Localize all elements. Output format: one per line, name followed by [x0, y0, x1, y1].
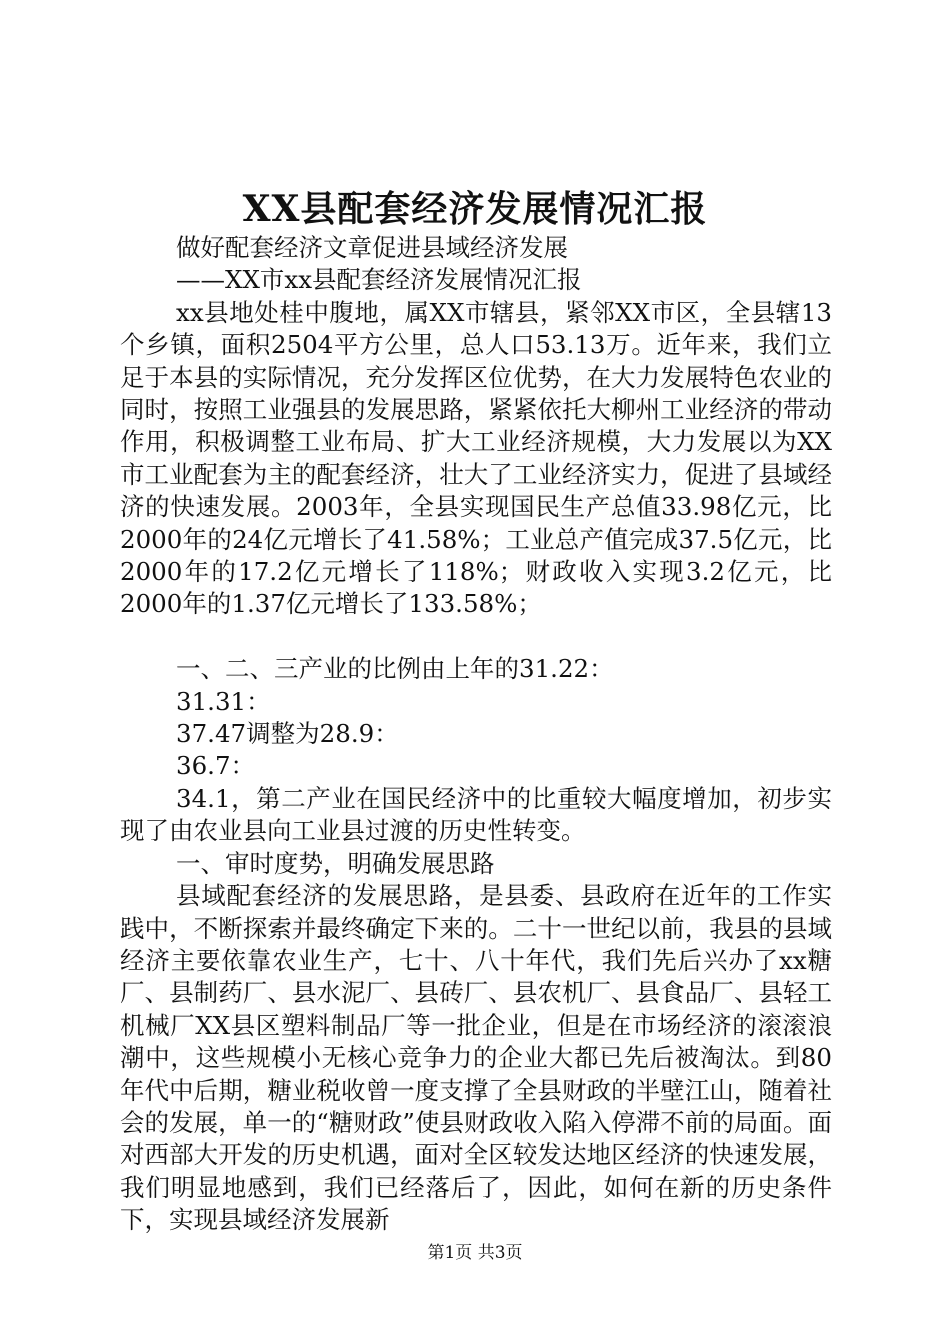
ratio-line-1: 一、二、三产业的比例由上年的31.22： [176, 654, 614, 684]
subtitle-report-line: ——XX市xx县配套经济发展情况汇报 [176, 265, 582, 295]
subtitle-line: 做好配套经济文章促进县域经济发展 [176, 233, 568, 262]
ratio-line-2: 31.31： [176, 686, 271, 716]
blank-line [120, 621, 832, 653]
document-title: XX县配套经济发展情况汇报 [242, 188, 708, 230]
ratio-conclusion-paragraph: 34.1，第二产业在国民经济中的比重较大幅度增加，初步实现了由农业县向工业县过渡的历史性转变。 [120, 783, 832, 846]
intro-paragraph: xx县地处桂中腹地，属XX市辖县，紧邻XX市区，全县辖13个乡镇，面积2504平方公里，总人口53.13万。近年来，我们立足于本县的实际情况，充分发挥区位优势，在大力发展特色农业的同时，按照工业强县的发展思路，紧紧依托大柳州工业经济的带动作用，积极调整工业布局、扩大工业经济规模，大力发展以为XX市工业配套为主的配套经济，壮大了工业经济实力，促进了县域经济的快速发展。2003年，全县实现国民生产总值33.98亿元，比2000年的24亿元增长了41.58%；工业总产值完成37.5亿元，比2000年的17.2亿元增长了118%；财政收入实现3.2亿元，比2000年的1.37亿元增长了133.58%； [120, 297, 832, 619]
ratio-line-3: 37.47调整为28.9： [176, 719, 399, 749]
page-footer: 第1页 共3页 [427, 1243, 523, 1263]
section-heading: 一、审时度势，明确发展思路 [176, 848, 495, 878]
development-paragraph: 县域配套经济的发展思路，是县委、县政府在近年的工作实践中，不断探索并最终确定下来的。二十一世纪以前，我县的县域经济主要依靠农业生产，七十、八十年代，我们先后兴办了xx糖厂、县制药厂、县水泥厂、县砖厂、县农机厂、县食品厂、县轻工机械厂XX县区塑料制品厂等一批企业，但是在市场经济的滚滚浪潮中，这些规模小无核心竞争力的企业大都已先后被淘汰。到80年代中后期，糖业税收曾一度支撑了全县财政的半壁江山，随着社会的发展，单一的“糖财政”使县财政收入陷入停滞不前的局面。面对西部大开发的历史机遇，面对全区较发达地区经济的快速发展，我们明显地感到，我们已经落后了，因此，如何在新的历史条件下，实现县域经济发展新 [120, 881, 832, 1235]
ratio-line-4: 36.7： [176, 751, 256, 781]
document-body [120, 232, 832, 1237]
